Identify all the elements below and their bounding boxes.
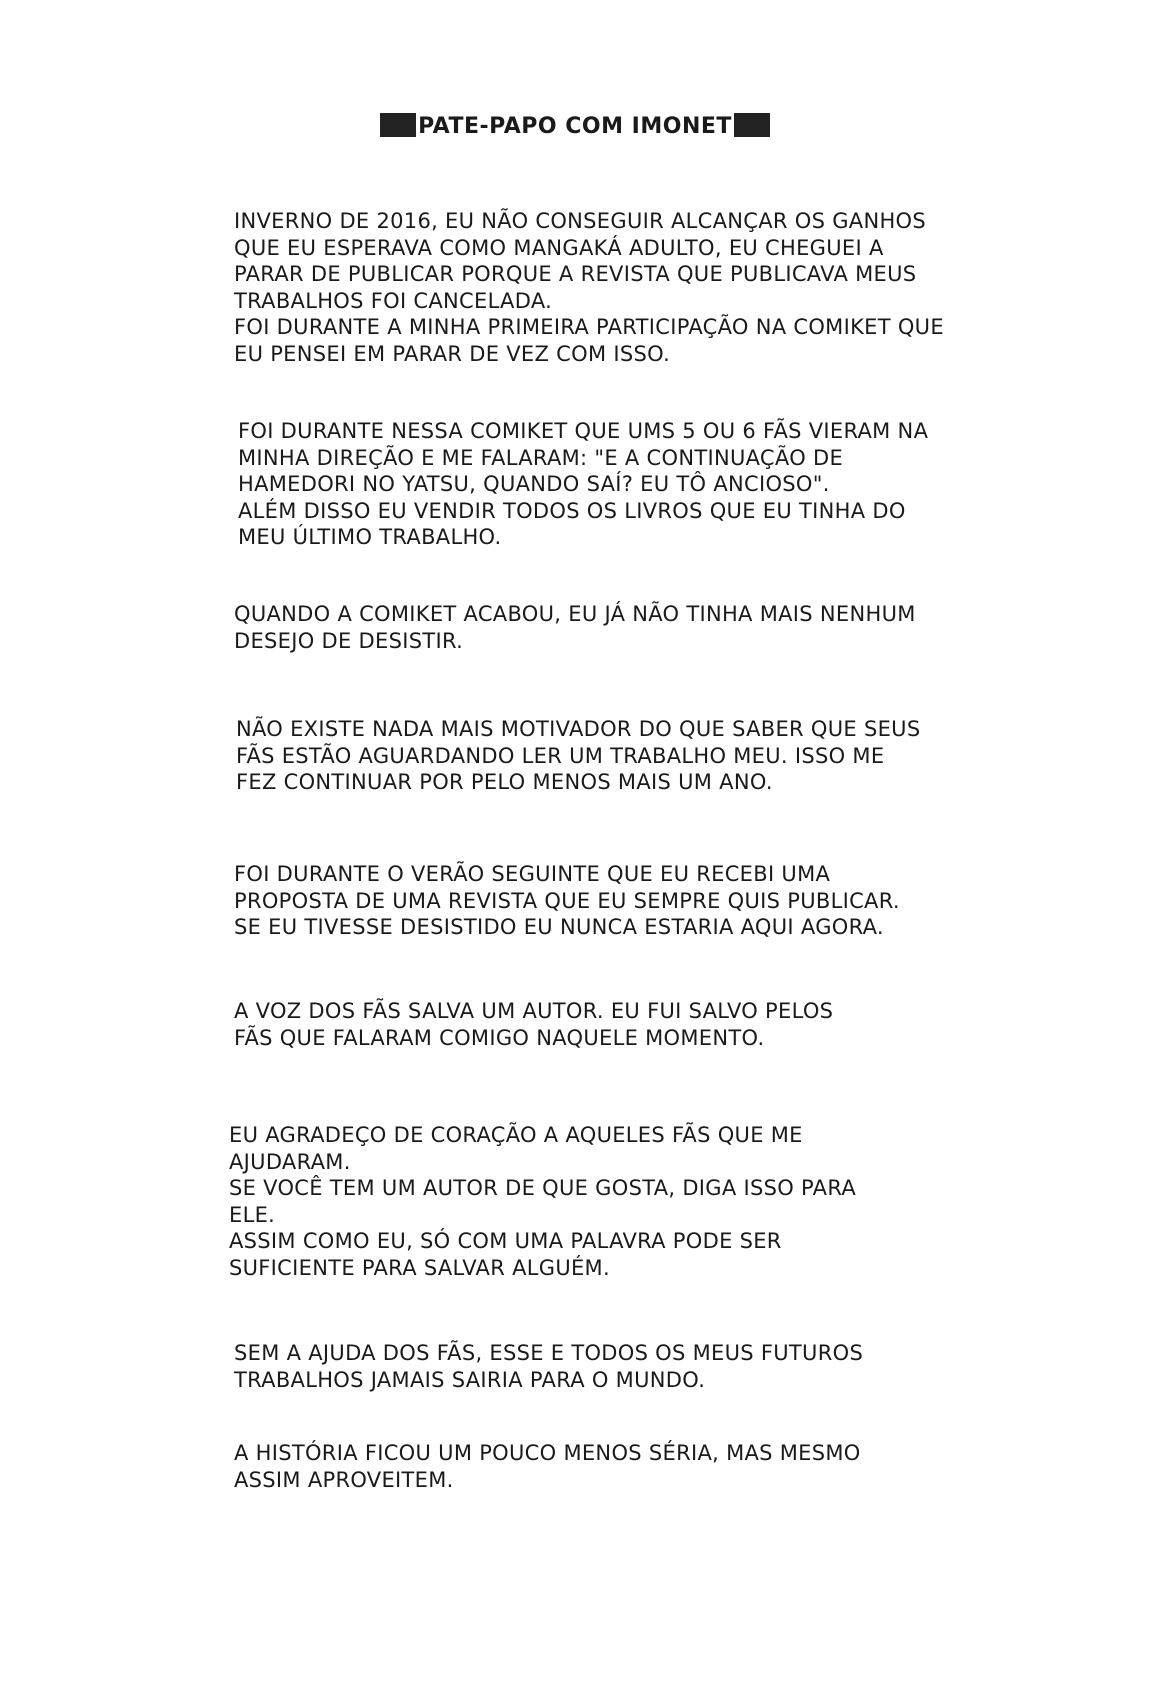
paragraph-3 bbox=[234, 601, 916, 654]
paragraph-line: HAMEDORI NO YATSU, QUANDO SAÍ? EU TÔ ANCIOSO". bbox=[238, 472, 830, 496]
paragraph-line: FEZ CONTINUAR POR PELO MENOS MAIS UM ANO. bbox=[236, 770, 773, 794]
paragraph-8 bbox=[234, 1340, 863, 1393]
paragraph-4 bbox=[236, 716, 920, 796]
paragraph-line: PROPOSTA DE UMA REVISTA QUE EU SEMPRE QUIS PUBLICAR. bbox=[234, 888, 900, 913]
paragraph-1 bbox=[234, 208, 944, 367]
paragraph-7 bbox=[229, 1122, 856, 1281]
paragraph-line: SE VOCÊ TEM UM AUTOR DE QUE GOSTA, DIGA ISSO PARA bbox=[229, 1176, 857, 1200]
paragraph-line: FÃS ESTÃO AGUARDANDO LER UM TRABALHO MEU. ISSO ME bbox=[236, 743, 885, 768]
paragraph-line: INVERNO DE 2016, EU NÃO CONSEGUIR ALCANÇAR OS GANHOS bbox=[234, 209, 927, 233]
title-left-block bbox=[380, 113, 416, 137]
paragraph-line: ALÉM DISSO EU VENDIR TODOS OS LIVROS QUE EU TINHA DO bbox=[238, 498, 906, 523]
page-title bbox=[0, 112, 1150, 142]
paragraph-line: FOI DURANTE O VERÃO SEGUINTE QUE EU RECEBI UMA bbox=[234, 862, 831, 886]
paragraph-6 bbox=[234, 998, 833, 1051]
paragraph-2 bbox=[238, 418, 928, 551]
paragraph-line: NÃO EXISTE NADA MAIS MOTIVADOR DO QUE SABER QUE SEUS bbox=[236, 717, 921, 741]
paragraph-line: EU PENSEI EM PARAR DE VEZ COM ISSO. bbox=[234, 341, 671, 366]
paragraph-line: SE EU TIVESSE DESISTIDO EU NUNCA ESTARIA AQUI AGORA. bbox=[234, 915, 884, 939]
paragraph-line: AJUDARAM. bbox=[229, 1149, 351, 1174]
paragraph-line: QUE EU ESPERAVA COMO MANGAKÁ ADULTO, EU CHEGUEI A bbox=[234, 235, 884, 260]
paragraph-line: FOI DURANTE A MINHA PRIMEIRA PARTICIPAÇÃO NA COMIKET QUE bbox=[234, 315, 944, 339]
paragraph-line: TRABALHOS JAMAIS SAIRIA PARA O MUNDO. bbox=[234, 1367, 706, 1392]
paragraph-line: SUFICIENTE PARA SALVAR ALGUÉM. bbox=[229, 1255, 610, 1280]
paragraph-5 bbox=[234, 861, 900, 941]
title-right-block bbox=[734, 113, 770, 137]
paragraph-9 bbox=[234, 1440, 861, 1493]
paragraph-line: EU AGRADEÇO DE CORAÇÃO A AQUELES FÃS QUE ME bbox=[229, 1123, 803, 1147]
title-text: PATE-PAPO COM IMONET bbox=[418, 114, 732, 139]
paragraph-line: TRABALHOS FOI CANCELADA. bbox=[234, 288, 553, 313]
paragraph-line: FOI DURANTE NESSA COMIKET QUE UMS 5 OU 6 FÃS VIERAM NA bbox=[238, 419, 929, 443]
paragraph-line: SEM A AJUDA DOS FÃS, ESSE E TODOS OS MEUS FUTUROS bbox=[234, 1341, 864, 1365]
paragraph-line: PARAR DE PUBLICAR PORQUE A REVISTA QUE PUBLICAVA MEUS bbox=[234, 262, 917, 286]
paragraph-line: ASSIM APROVEITEM. bbox=[234, 1467, 454, 1492]
paragraph-line: ELE. bbox=[229, 1202, 276, 1227]
paragraph-line: MEU ÚLTIMO TRABALHO. bbox=[238, 525, 502, 549]
paragraph-line: QUANDO A COMIKET ACABOU, EU JÁ NÃO TINHA MAIS NENHUM bbox=[234, 602, 916, 626]
paragraph-line: FÃS QUE FALARAM COMIGO NAQUELE MOMENTO. bbox=[234, 1025, 765, 1050]
paragraph-line: DESEJO DE DESISTIR. bbox=[234, 628, 464, 653]
paragraph-line: A VOZ DOS FÃS SALVA UM AUTOR. EU FUI SALVO PELOS bbox=[234, 999, 834, 1023]
paragraph-line: A HISTÓRIA FICOU UM POUCO MENOS SÉRIA, MAS MESMO bbox=[234, 1441, 861, 1465]
paragraph-line: MINHA DIREÇÃO E ME FALARAM: "E A CONTINUAÇÃO DE bbox=[238, 445, 844, 470]
paragraph-line: ASSIM COMO EU, SÓ COM UMA PALAVRA PODE SER bbox=[229, 1229, 782, 1253]
